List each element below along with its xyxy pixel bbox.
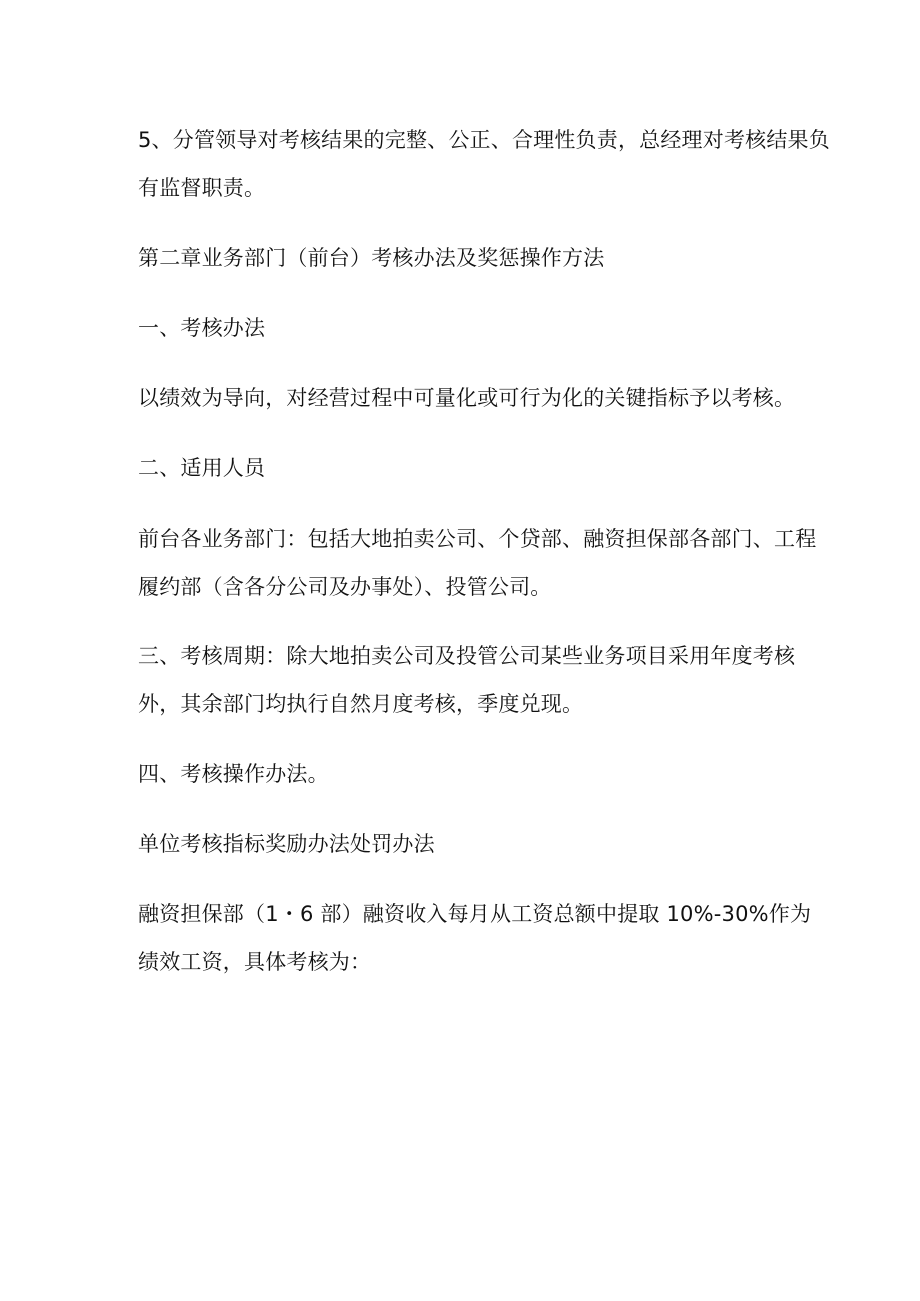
text-line: 四、考核操作办法。 — [138, 762, 329, 786]
section-heading-assessment-method — [138, 304, 798, 352]
section-heading-applicable-staff — [138, 444, 798, 492]
paragraph-financing-guarantee — [138, 890, 812, 986]
text-line: 前台各业务部门：包括大地拍卖公司、个贷部、融资担保部各部门、工程 — [138, 527, 817, 551]
text-line: 以绩效为导向，对经营过程中可量化或可行为化的关键指标予以考核。 — [138, 386, 796, 410]
text-line: 融资担保部（1・6 部）融资收入每月从工资总额中提取 10%-30%作为 — [138, 902, 812, 926]
text-line: 5、分管领导对考核结果的完整、公正、合理性负责，总经理对考核结果负 — [138, 128, 830, 152]
text-line: 绩效工资，具体考核为： — [138, 950, 372, 974]
text-line: 一、考核办法 — [138, 316, 266, 340]
section-heading-operation-method — [138, 750, 798, 798]
text-line: 二、适用人员 — [138, 456, 266, 480]
text-line: 履约部（含各分公司及办事处）、投管公司。 — [138, 575, 552, 599]
chapter-heading — [138, 234, 798, 282]
paragraph-front-office-departments — [138, 515, 817, 611]
text-line: 单位考核指标奖励办法处罚办法 — [138, 832, 435, 856]
table-header-line — [138, 820, 798, 868]
text-line: 三、考核周期：除大地拍卖公司及投管公司某些业务项目采用年度考核 — [138, 644, 796, 668]
paragraph-performance-orientation — [138, 374, 798, 422]
text-line: 第二章业务部门（前台）考核办法及奖惩操作方法 — [138, 246, 605, 270]
text-line: 有监督职责。 — [138, 176, 266, 200]
text-line: 外，其余部门均执行自然月度考核，季度兑现。 — [138, 692, 584, 716]
paragraph-assessment-cycle — [138, 632, 798, 728]
paragraph-assessment-responsibility — [138, 116, 830, 212]
